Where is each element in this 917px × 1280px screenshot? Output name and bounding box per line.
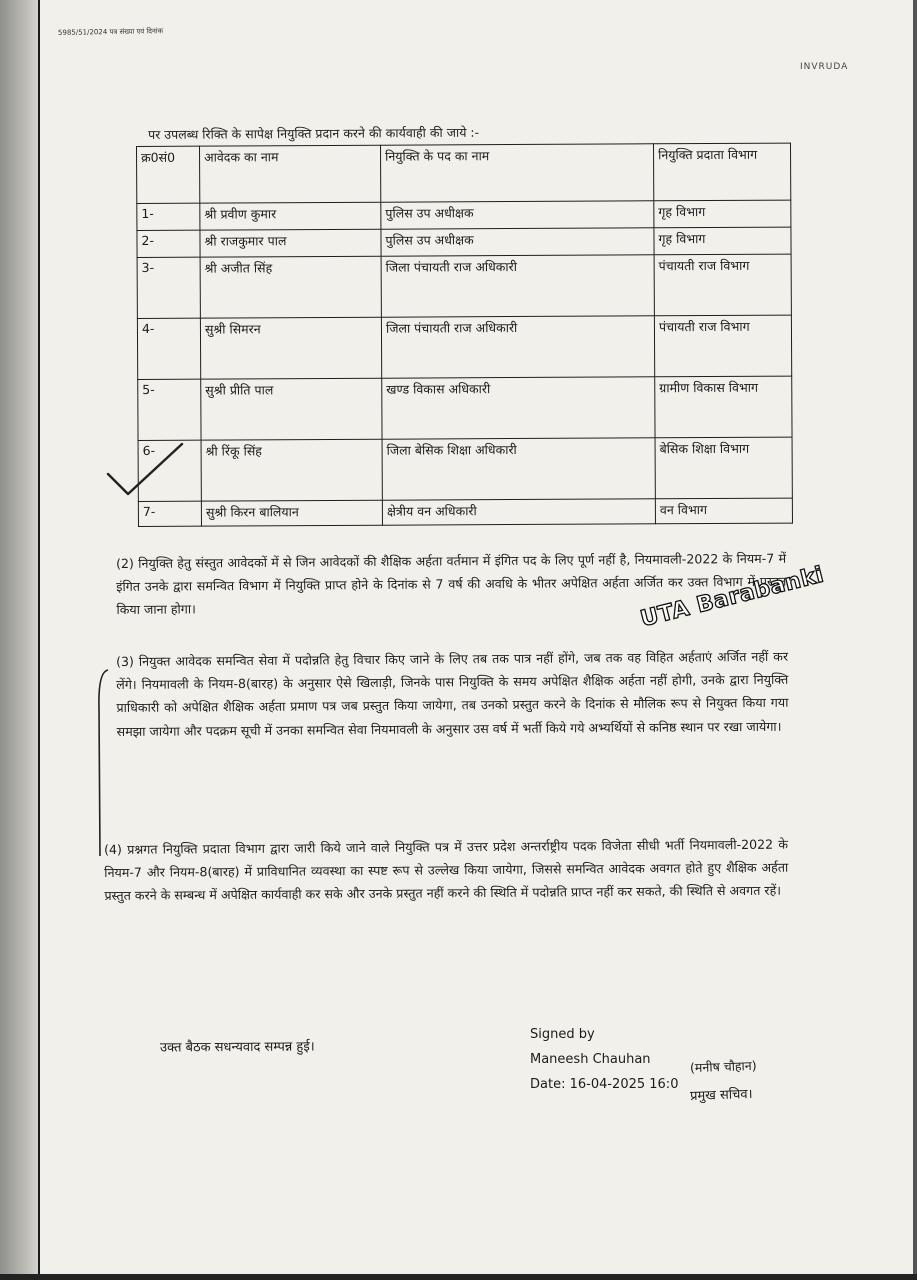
signed-by-label: Signed by bbox=[530, 1027, 595, 1042]
page-edge bbox=[913, 0, 917, 1280]
signer-name-hindi: (मनीष चौहान) bbox=[689, 1057, 757, 1076]
header-department: नियुक्ति प्रदाता विभाग bbox=[653, 143, 790, 201]
closing-line: उक्त बैठक सधन्यवाद सम्पन्न हुई। bbox=[159, 1039, 315, 1056]
cell-post: पुलिस उप अधीक्षक bbox=[381, 228, 654, 256]
cell-name: सुश्री किरन बालियान bbox=[201, 500, 382, 526]
table-row bbox=[138, 498, 792, 526]
cell-post: खण्ड विकास अधिकारी bbox=[382, 377, 655, 439]
appointment-table bbox=[136, 143, 793, 527]
table-row bbox=[137, 254, 791, 318]
cell-serial: 7- bbox=[138, 501, 201, 526]
cell-serial: 4- bbox=[137, 318, 200, 379]
cell-dept: गृह विभाग bbox=[654, 200, 791, 228]
handwritten-bracket-icon bbox=[96, 668, 110, 858]
signature-date: Date: 16-04-2025 16:0 bbox=[530, 1077, 679, 1092]
cell-name: सुश्री प्रीति पाल bbox=[201, 378, 382, 440]
cell-post: क्षेत्रीय वन अधिकारी bbox=[382, 499, 655, 525]
cell-dept: वन विभाग bbox=[655, 498, 792, 524]
digital-signature-block bbox=[530, 1022, 678, 1097]
paragraph-2: (2) नियुक्ति हेतु संस्तुत आवेदकों में से जिन आवेदकों की शैक्षिक अर्हता वर्तमान में इंगित पद के लिए पूर्ण नहीं है, नियमावली-2022 के नियम-7 में इंगित उनके द्वारा समन्वित विभाग में नियुक्ति प्राप्त होने के दिनांक से 7 वर्ष की अवधि के भीतर अपेक्षित अर्हता अर्जित कर उक्त विभाग में प्रस्तुत किया जाना होगा। bbox=[116, 550, 787, 618]
cell-serial: 5- bbox=[138, 379, 201, 440]
paragraph-3: (3) नियुक्त आवेदक समन्वित सेवा में पदोन्नति हेतु विचार किए जाने के लिए तब तक पात्र नहीं होंगे, जब तक वह विहित अर्हताएं अर्जित नहीं कर लेंगे। नियमावली के नियम-8(बारह) के अनुसार ऐसे खिलाड़ी, जिनके पास नियुक्ति के समय अपेक्षित शैक्षिक अर्हता नहीं होगी, उनके द्वारा नियुक्ति प्राधिकारी को अपेक्षित शैक्षिक अर्हता प्रमाण पत्र जब प्रस्तुत किया जायेगा, तब उनको प्रस्तुत करने के दिनांक से मौलिक रूप से नियुक्त किया गया समझा जायेगा और पदक्रम सूची में उनका समन्वित सेवा नियमावली के अनुसार उस वर्ष में भर्ती किये गये अभ्यर्थियों से कनिष्ठ स्थान पर रखा जायेगा। bbox=[116, 648, 789, 739]
header-post-name: नियुक्ति के पद का नाम bbox=[380, 144, 653, 202]
handwritten-checkmark-icon bbox=[104, 440, 184, 500]
cell-name: श्री अजीत सिंह bbox=[200, 256, 381, 318]
cell-dept: बेसिक शिक्षा विभाग bbox=[655, 437, 792, 499]
cell-dept: पंचायती राज विभाग bbox=[654, 254, 791, 316]
cell-dept: पंचायती राज विभाग bbox=[654, 315, 791, 377]
uta-barabanki-watermark: UTA Barabanki bbox=[638, 562, 827, 633]
page-shadow bbox=[0, 0, 40, 1280]
header-applicant-name: आवेदक का नाम bbox=[200, 145, 381, 203]
intro-line: पर उपलब्ध रिक्ति के सापेक्ष नियुक्ति प्रदान करने की कार्यवाही की जाये :- bbox=[148, 124, 480, 142]
header-reference-note: 5985/51/2024 पत्र संख्या एवं दिनांक bbox=[57, 27, 164, 37]
cell-post: जिला बेसिक शिक्षा अधिकारी bbox=[382, 438, 655, 500]
cell-serial: 2- bbox=[137, 230, 200, 257]
table-row bbox=[137, 227, 791, 257]
cell-serial: 3- bbox=[137, 257, 200, 318]
cell-dept: गृह विभाग bbox=[654, 227, 791, 255]
table-row bbox=[137, 200, 791, 230]
table-header-row bbox=[137, 143, 791, 203]
cell-dept: ग्रामीण विकास विभाग bbox=[655, 376, 792, 438]
cell-serial: 6- bbox=[138, 440, 201, 501]
cell-name: श्री प्रवीण कुमार bbox=[200, 202, 381, 230]
cell-post: जिला पंचायती राज अधिकारी bbox=[381, 316, 654, 378]
table-row bbox=[137, 315, 791, 379]
cell-name: सुश्री सिमरन bbox=[200, 317, 381, 379]
cell-name: श्री राजकुमार पाल bbox=[200, 229, 381, 257]
signer-name: Maneesh Chauhan bbox=[530, 1052, 651, 1067]
header-serial: क्र0सं0 bbox=[137, 146, 200, 203]
paragraph-4: (4) प्रश्नगत नियुक्ति प्रदाता विभाग द्वारा जारी किये जाने वाले नियुक्ति पत्र में उत्तर प्रदेश अन्तर्राष्ट्रीय पदक विजेता सीधी भर्ती नियमावली-2022 के नियम-7 और नियम-8(बारह) में प्राविधानित व्यवस्था का स्पष्ट रूप से उल्लेख किया जायेगा, जिससे समन्वित आवेदक अवगत होते हुए शैक्षिक अर्हता प्रस्तुत करने के सम्बन्ध में अपेक्षित कार्यवाही कर सके और उनके प्रस्तुत नहीं करने की स्थिति में पदोन्नति प्राप्त नहीं कर सकते, की स्थिति से अवगत रहें। bbox=[104, 836, 789, 904]
cell-name: श्री रिंकू सिंह bbox=[201, 439, 382, 501]
signer-designation: प्रमुख सचिव। bbox=[689, 1086, 753, 1105]
table-row bbox=[138, 376, 792, 440]
bottom-edge bbox=[0, 1274, 917, 1280]
cell-serial: 1- bbox=[137, 203, 200, 230]
table-row bbox=[138, 437, 792, 501]
page-identifier: INVRUDA bbox=[800, 62, 849, 72]
cell-post: पुलिस उप अधीक्षक bbox=[381, 201, 654, 229]
cell-post: जिला पंचायती राज अधिकारी bbox=[381, 255, 654, 317]
